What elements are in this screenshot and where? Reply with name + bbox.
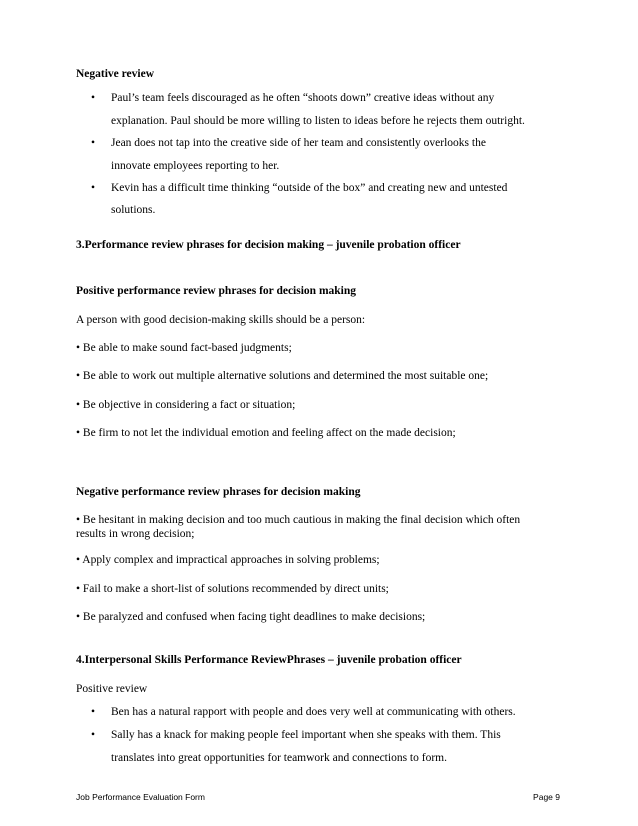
bullet-item: [91, 705, 516, 719]
section-3-title: 3.Performance review phrases for decision making – juvenile probation officer: [76, 239, 461, 251]
bullet-text-continued: translates into great opportunities for teamwork and connections to form.: [111, 752, 447, 764]
list-item: • Be able to work out multiple alternative solutions and determined the most suitable one;: [76, 370, 489, 382]
positive-decision-intro: A person with good decision-making skills should be a person:: [76, 314, 366, 326]
negative-decision-heading: Negative performance review phrases for decision making: [76, 486, 361, 498]
bullet-dot: •: [91, 729, 96, 741]
bullet-text: Paul’s team feels discouraged as he often “shoots down” creative ideas without any: [111, 92, 495, 104]
positive-review-label: Positive review: [76, 683, 148, 695]
bullet-text: Jean does not tap into the creative side of her team and consistently overlooks the: [111, 137, 486, 149]
list-item: • Apply complex and impractical approaches in solving problems;: [76, 554, 380, 566]
list-item: • Fail to make a short-list of solutions recommended by direct units;: [76, 583, 389, 595]
bullet-item: [91, 91, 494, 105]
bullet-text: Ben has a natural rapport with people and does very well at communicating with others.: [111, 706, 516, 718]
positive-decision-heading: Positive performance review phrases for decision making: [76, 285, 357, 297]
page-number: Page 9: [533, 792, 560, 802]
list-item: • Be able to make sound fact-based judgments;: [76, 342, 292, 354]
bullet-text: Sally has a knack for making people feel important when she speaks with them. This: [111, 729, 501, 741]
bullet-text-continued: explanation. Paul should be more willing to listen to ideas before he rejects them outright.: [111, 115, 525, 127]
list-item: • Be paralyzed and confused when facing tight deadlines to make decisions;: [76, 611, 426, 623]
list-item: • Be firm to not let the individual emotion and feeling affect on the made decision;: [76, 427, 456, 439]
bullet-dot: •: [91, 92, 96, 104]
bullet-dot: •: [91, 182, 96, 194]
bullet-item: [91, 136, 486, 150]
bullet-text-continued: innovate employees reporting to her.: [111, 160, 280, 172]
footer-title: Job Performance Evaluation Form: [76, 792, 205, 802]
bullet-dot: •: [91, 137, 96, 149]
list-item-continued: results in wrong decision;: [76, 528, 195, 540]
section-4-title: 4.Interpersonal Skills Performance ReviewPhrases – juvenile probation officer: [76, 654, 462, 666]
list-item: • Be objective in considering a fact or situation;: [76, 399, 296, 411]
bullet-item: [91, 181, 507, 195]
bullet-text-continued: solutions.: [111, 204, 156, 216]
bullet-dot: •: [91, 706, 96, 718]
negative-review-heading: Negative review: [76, 68, 155, 80]
bullet-text: Kevin has a difficult time thinking “outside of the box” and creating new and untested: [111, 182, 508, 194]
bullet-item: [91, 728, 501, 742]
list-item: • Be hesitant in making decision and too much cautious in making the final decision which often: [76, 514, 521, 526]
